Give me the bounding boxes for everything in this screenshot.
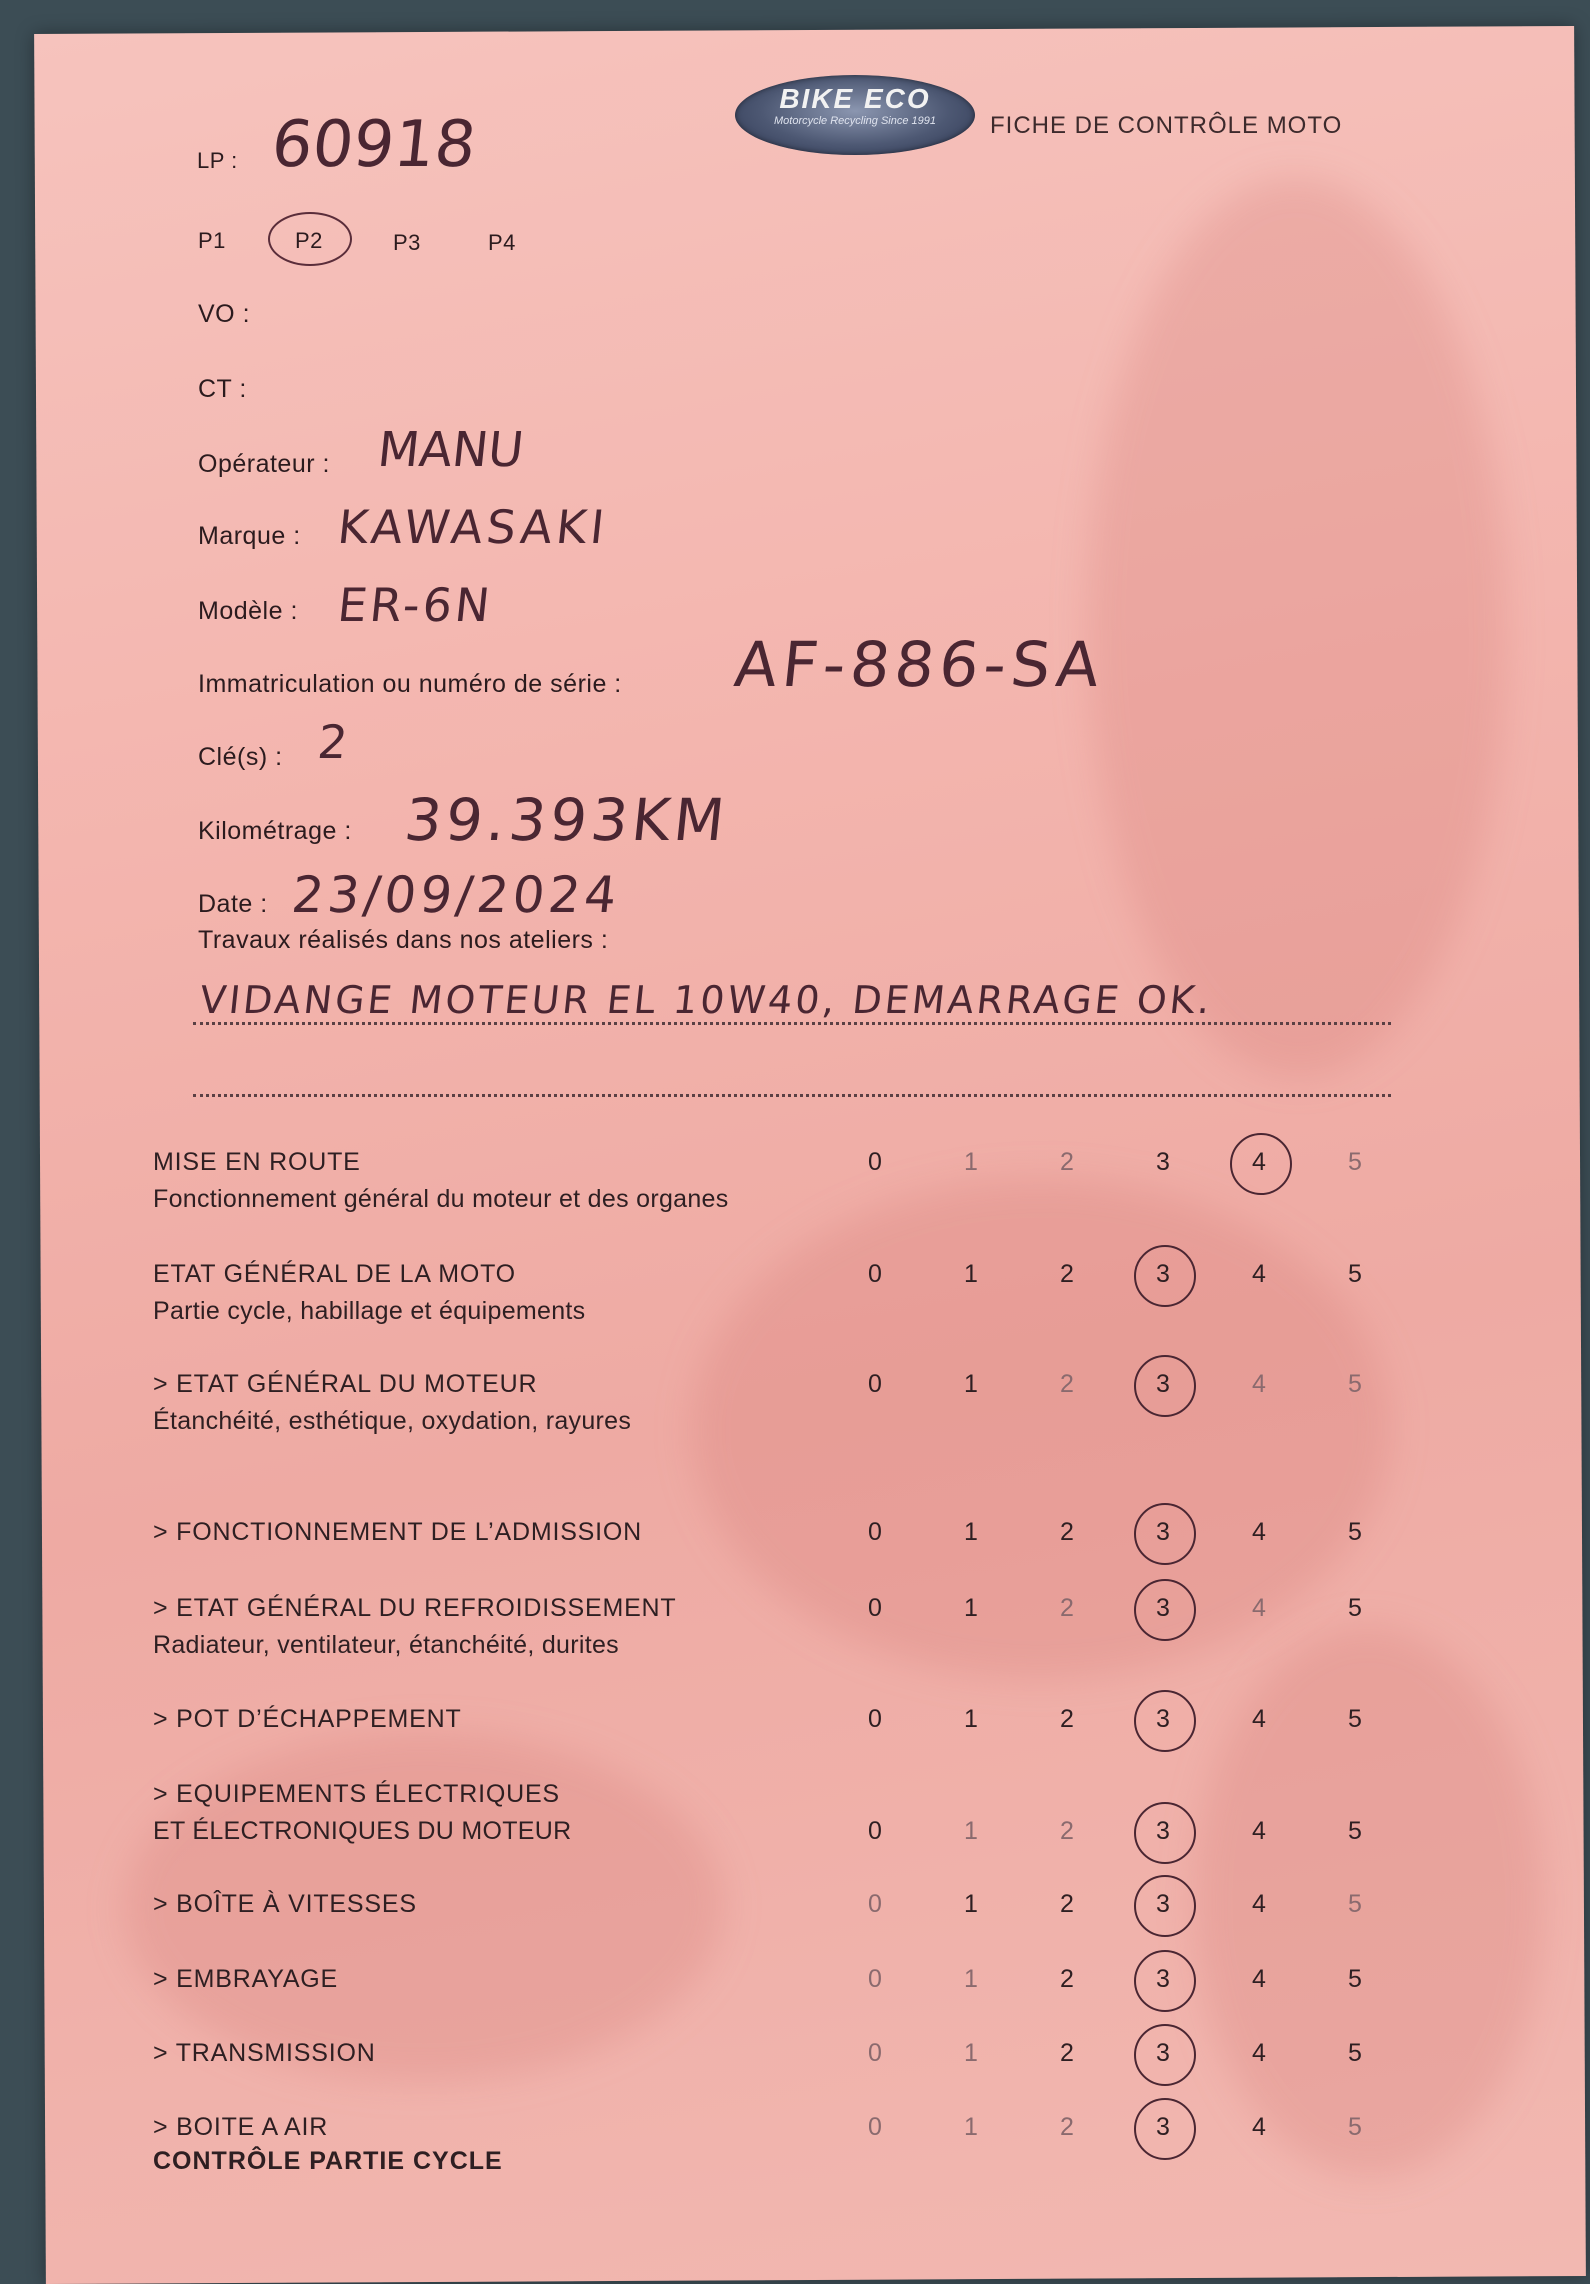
- checklist-item-title: > EQUIPEMENTS ÉLECTRIQUES: [153, 1780, 560, 1808]
- date-label: Date :: [198, 890, 268, 918]
- checklist-item-subtitle: Fonctionnement général du moteur et des organes: [153, 1185, 729, 1213]
- score-option-1[interactable]: 1: [964, 1705, 978, 1733]
- selected-score-circle: [1134, 1503, 1196, 1565]
- checklist-item-title: > POT D’ÉCHAPPEMENT: [153, 1705, 462, 1733]
- date-value[interactable]: 23/09/2024: [288, 866, 624, 924]
- cles-value[interactable]: 2: [315, 715, 351, 769]
- score-option-1[interactable]: 1: [964, 2039, 978, 2067]
- travaux-value[interactable]: VIDANGE MOTEUR EL 10W40, DEMARRAGE OK.: [197, 978, 1216, 1022]
- score-option-2[interactable]: 2: [1060, 1518, 1074, 1546]
- lp-value[interactable]: 60918: [268, 108, 480, 182]
- selected-score-circle: [1230, 1133, 1292, 1195]
- selected-score-circle: [1134, 1690, 1196, 1752]
- score-option-5[interactable]: 5: [1348, 1260, 1362, 1288]
- score-option-2[interactable]: 2: [1060, 2039, 1074, 2067]
- selected-score-circle: [1134, 1875, 1196, 1937]
- logo-brand: BIKE ECO: [779, 83, 931, 114]
- score-option-5[interactable]: 5: [1348, 1370, 1362, 1398]
- score-option-3[interactable]: 3: [1156, 2113, 1170, 2141]
- score-option-0[interactable]: 0: [868, 1260, 882, 1288]
- score-option-3[interactable]: 3: [1156, 1370, 1170, 1398]
- checklist-item-title: > BOITE A AIR: [153, 2113, 329, 2141]
- score-option-2[interactable]: 2: [1060, 1890, 1074, 1918]
- checklist-item-title: ETAT GÉNÉRAL DE LA MOTO: [153, 1260, 516, 1288]
- marque-label: Marque :: [198, 522, 301, 550]
- ct-label: CT :: [198, 375, 247, 403]
- position-p3[interactable]: P3: [393, 230, 421, 255]
- score-option-4[interactable]: 4: [1252, 1817, 1266, 1845]
- score-option-3[interactable]: 3: [1156, 1594, 1170, 1622]
- selected-score-circle: [1134, 1579, 1196, 1641]
- score-option-3[interactable]: 3: [1156, 1965, 1170, 1993]
- checklist-item-title: > EMBRAYAGE: [153, 1965, 339, 1993]
- score-option-5[interactable]: 5: [1348, 1518, 1362, 1546]
- logo-tagline: Motorcycle Recycling Since 1991: [773, 115, 937, 127]
- score-option-5[interactable]: 5: [1348, 2113, 1362, 2141]
- score-option-3[interactable]: 3: [1156, 1260, 1170, 1288]
- score-option-0[interactable]: 0: [868, 1370, 882, 1398]
- score-option-1[interactable]: 1: [964, 1370, 978, 1398]
- score-option-0[interactable]: 0: [868, 1594, 882, 1622]
- marque-value[interactable]: KAWASAKI: [335, 500, 611, 554]
- immatriculation-label: Immatriculation ou numéro de série :: [198, 670, 622, 698]
- score-option-4[interactable]: 4: [1252, 1594, 1266, 1622]
- score-option-0[interactable]: 0: [868, 1965, 882, 1993]
- score-option-4[interactable]: 4: [1252, 1705, 1266, 1733]
- score-option-2[interactable]: 2: [1060, 1965, 1074, 1993]
- modele-value[interactable]: ER-6N: [335, 578, 496, 632]
- selected-score-circle: [1134, 1950, 1196, 2012]
- score-option-5[interactable]: 5: [1348, 1965, 1362, 1993]
- score-option-2[interactable]: 2: [1060, 1260, 1074, 1288]
- operateur-label: Opérateur :: [198, 450, 330, 478]
- checklist-item-subtitle: ET ÉLECTRONIQUES DU MOTEUR: [153, 1817, 572, 1845]
- checklist-item-subtitle: Étanchéité, esthétique, oxydation, rayures: [153, 1407, 632, 1435]
- checklist-item-title: > TRANSMISSION: [153, 2039, 376, 2067]
- modele-label: Modèle :: [198, 597, 298, 625]
- score-option-0[interactable]: 0: [868, 1817, 882, 1845]
- score-option-4[interactable]: 4: [1252, 1965, 1266, 1993]
- lp-label: LP :: [197, 148, 238, 173]
- score-option-4[interactable]: 4: [1252, 1260, 1266, 1288]
- section-partie-cycle: CONTRÔLE PARTIE CYCLE: [153, 2147, 503, 2175]
- score-option-2[interactable]: 2: [1060, 1817, 1074, 1845]
- vo-label: VO :: [198, 300, 251, 328]
- score-option-2[interactable]: 2: [1060, 1370, 1074, 1398]
- checklist-item-title: > BOÎTE À VITESSES: [153, 1890, 417, 1918]
- score-option-2[interactable]: 2: [1060, 2113, 1074, 2141]
- checklist-item-title: > FONCTIONNEMENT DE L’ADMISSION: [153, 1518, 642, 1546]
- position-p2[interactable]: P2: [295, 228, 323, 253]
- score-option-5[interactable]: 5: [1348, 1890, 1362, 1918]
- stain: [1085, 176, 1510, 1078]
- score-option-2[interactable]: 2: [1060, 1594, 1074, 1622]
- kilometrage-label: Kilométrage :: [198, 817, 352, 845]
- score-option-1[interactable]: 1: [964, 1965, 978, 1993]
- operateur-value[interactable]: MANU: [375, 422, 527, 478]
- score-option-0[interactable]: 0: [868, 1148, 882, 1176]
- score-option-3[interactable]: 3: [1156, 1890, 1170, 1918]
- cles-label: Clé(s) :: [198, 743, 283, 771]
- score-option-4[interactable]: 4: [1252, 1148, 1266, 1176]
- bike-eco-logo: [735, 75, 975, 155]
- score-option-1[interactable]: 1: [964, 1594, 978, 1622]
- checklist-item-title: > ETAT GÉNÉRAL DU MOTEUR: [153, 1370, 538, 1398]
- score-option-4[interactable]: 4: [1252, 1518, 1266, 1546]
- score-option-1[interactable]: 1: [964, 1260, 978, 1288]
- score-option-4[interactable]: 4: [1252, 2039, 1266, 2067]
- checklist-item-title: > ETAT GÉNÉRAL DU REFROIDISSEMENT: [153, 1594, 677, 1622]
- stain: [690, 1177, 1393, 1681]
- score-option-5[interactable]: 5: [1348, 2039, 1362, 2067]
- score-option-1[interactable]: 1: [964, 1890, 978, 1918]
- score-option-0[interactable]: 0: [868, 2113, 882, 2141]
- score-option-1[interactable]: 1: [964, 1148, 978, 1176]
- travaux-label: Travaux réalisés dans nos ateliers :: [198, 926, 609, 954]
- score-option-1[interactable]: 1: [964, 1817, 978, 1845]
- checklist-item-subtitle: Radiateur, ventilateur, étanchéité, durites: [153, 1631, 619, 1659]
- position-p2-circle: [268, 212, 352, 266]
- score-option-3[interactable]: 3: [1156, 1705, 1170, 1733]
- score-option-2[interactable]: 2: [1060, 1705, 1074, 1733]
- score-option-3[interactable]: 3: [1156, 1148, 1170, 1176]
- score-option-3[interactable]: 3: [1156, 1518, 1170, 1546]
- score-option-0[interactable]: 0: [868, 1518, 882, 1546]
- score-option-5[interactable]: 5: [1348, 1594, 1362, 1622]
- selected-score-circle: [1134, 1355, 1196, 1417]
- selected-score-circle: [1134, 2098, 1196, 2160]
- selected-score-circle: [1134, 1802, 1196, 1864]
- score-option-1[interactable]: 1: [964, 2113, 978, 2141]
- checklist-item-subtitle: Partie cycle, habillage et équipements: [153, 1297, 586, 1325]
- score-option-2[interactable]: 2: [1060, 1148, 1074, 1176]
- form-title: FICHE DE CONTRÔLE MOTO: [990, 112, 1343, 139]
- travaux-line-1: [193, 1022, 1391, 1025]
- score-option-3[interactable]: 3: [1156, 1817, 1170, 1845]
- score-option-4[interactable]: 4: [1252, 1890, 1266, 1918]
- checklist-item-title: MISE EN ROUTE: [153, 1148, 361, 1176]
- position-p4[interactable]: P4: [488, 230, 516, 255]
- score-option-4[interactable]: 4: [1252, 2113, 1266, 2141]
- score-option-1[interactable]: 1: [964, 1518, 978, 1546]
- kilometrage-value[interactable]: 39.393KM: [401, 786, 732, 854]
- score-option-0[interactable]: 0: [868, 1705, 882, 1733]
- selected-score-circle: [1134, 2024, 1196, 2086]
- score-option-5[interactable]: 5: [1348, 1817, 1362, 1845]
- immatriculation-value[interactable]: AF-886-SA: [731, 628, 1108, 701]
- score-option-0[interactable]: 0: [868, 2039, 882, 2067]
- travaux-line-2: [193, 1094, 1391, 1097]
- score-option-3[interactable]: 3: [1156, 2039, 1170, 2067]
- score-option-5[interactable]: 5: [1348, 1148, 1362, 1176]
- position-p1[interactable]: P1: [198, 228, 226, 253]
- score-option-5[interactable]: 5: [1348, 1705, 1362, 1733]
- selected-score-circle: [1134, 1245, 1196, 1307]
- score-option-4[interactable]: 4: [1252, 1370, 1266, 1398]
- score-option-0[interactable]: 0: [868, 1890, 882, 1918]
